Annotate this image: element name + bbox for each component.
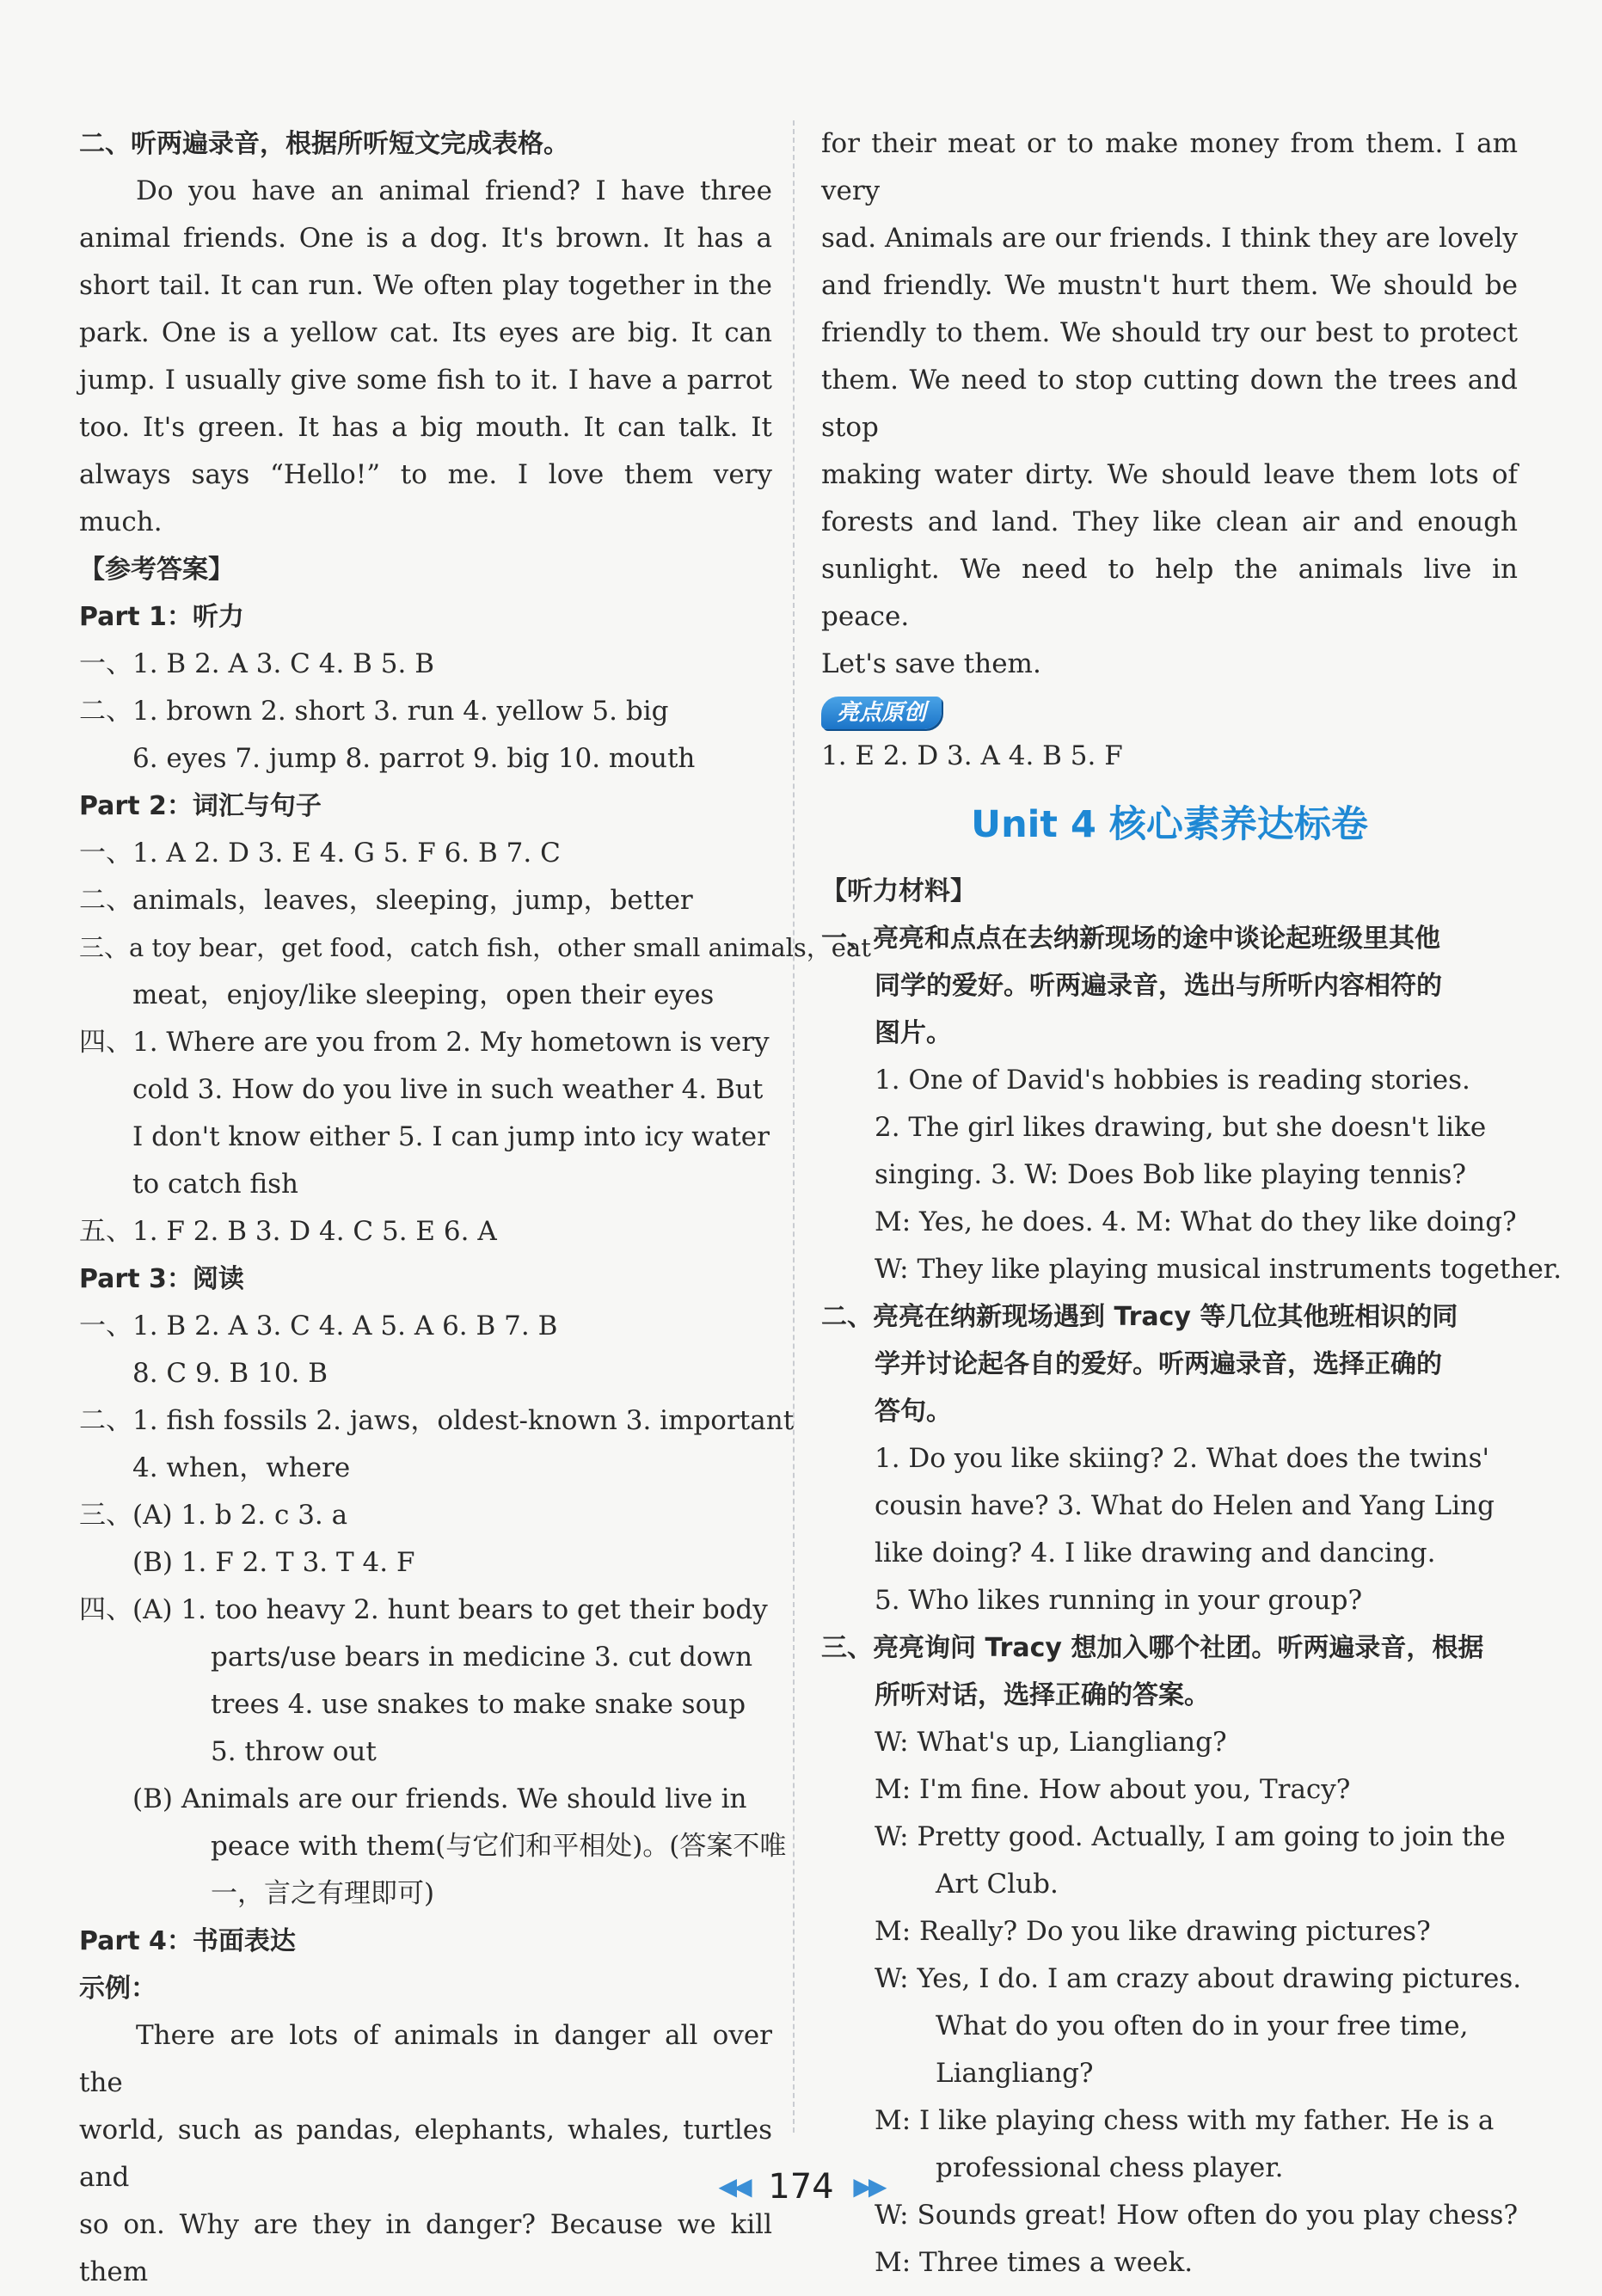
section-heading: 二、听两遍录音，根据所听短文完成表格。 [79,129,569,159]
passage-line: much. [79,506,163,537]
answer-line: I don't know either 5. I can jump into icy water [132,1121,770,1152]
highlight-badge: 亮点原创 [821,697,942,729]
script-line: 2. The girl likes drawing, but she doesn't like [875,1112,1487,1143]
part1-heading: Part 1：听力 [79,602,244,632]
essay-line: world, such as pandas, elephants, whales, turtles and [79,2115,772,2193]
section-title: 图片。 [875,1018,952,1048]
script-line: cousin have? 3. What do Helen and Yang Ling [875,1490,1495,1521]
essay-line: sunlight. We need to help the animals live in peace. [821,554,1518,632]
passage-line: Do you have an animal friend? I have three [136,175,772,206]
script-line: 1. Do you like skiing? 2. What does the twins' [875,1443,1490,1474]
answer-line: 5. throw out [211,1736,377,1767]
dialogue-line: Art Club. [936,1869,1059,1900]
example-label: 示例： [79,1974,157,2004]
section-title: 所听对话，选择正确的答案。 [875,1680,1210,1710]
answer-line: 一、1. B 2. A 3. C 4. A 5. A 6. B 7. B [79,1311,558,1341]
dialogue-line: Liangliang? [936,2058,1094,2089]
essay-line: sad. Animals are our friends. I think they are lovely [821,223,1518,254]
answer-line: 一、1. A 2. D 3. E 4. G 5. F 6. B 7. C [79,838,561,869]
page-number: 174 [768,2167,834,2207]
dialogue-line: W: Sounds great! How often do you play chess? [875,2200,1519,2231]
answer-line: 四、(A) 1. too heavy 2. hunt bears to get their body [79,1594,768,1625]
essay-line: them. We need to stop cutting down the trees and stop [821,365,1518,443]
part4-heading: Part 4：书面表达 [79,1926,296,1956]
essay-line: for their meat or to make money from them. I am very [821,128,1518,206]
passage-line: short tail. It can run. We often play together in the [79,270,772,301]
dialogue-line: M: Really? Do you like drawing pictures? [875,1916,1431,1947]
right-column [821,120,1562,2287]
essay-line: making water dirty. We should leave them lots of [821,459,1518,490]
passage-line: too. It's green. It has a big mouth. It can talk. It [79,412,772,443]
page-footer [0,2167,1602,2207]
dialogue-line: M: I'm fine. How about you, Tracy? [875,1774,1351,1805]
left-arrows-icon: ◀◀ [718,2172,749,2201]
answer-line: 二、animals，leaves，sleeping，jump，better [79,885,693,916]
script-line: singing. 3. W: Does Bob like playing tennis? [875,1159,1467,1190]
dialogue-line: What do you often do in your free time, [936,2011,1469,2041]
passage-line: jump. I usually give some fish to it. I have a parrot [79,365,772,396]
essay-line: Let's save them. [821,648,1041,679]
right-arrows-icon: ▶▶ [853,2172,884,2201]
script-line: 1. One of David's hobbies is reading stories. [875,1065,1470,1096]
answer-line: peace with them(与它们和平相处)。(答案不唯 [211,1831,787,1862]
passage-line: animal friends. One is a dog. It's brown. It has a [79,223,772,254]
dialogue-line: professional chess player. [936,2152,1284,2183]
section-title: 答句。 [875,1397,952,1427]
essay-line: forests and land. They like clean air and enough [821,506,1518,537]
script-line: like doing? 4. I like drawing and dancing. [875,1538,1436,1569]
listening-heading: 【听力材料】 [821,876,976,906]
section-title: 三、亮亮询问 Tracy 想加入哪个社团。听两遍录音，根据 [821,1633,1484,1663]
answer-line: 三、(A) 1. b 2. c 3. a [79,1500,348,1531]
part3-heading: Part 3：阅读 [79,1264,244,1294]
script-line: 5. Who likes running in your group? [875,1585,1363,1616]
dialogue-line: W: What's up, Liangliang? [875,1727,1227,1758]
answer-line: 8. C 9. B 10. B [132,1358,328,1389]
script-line: M: Yes, he does. 4. M: What do they like doing? [875,1206,1517,1237]
section-title: 同学的爱好。听两遍录音，选出与所听内容相符的 [875,971,1442,1001]
unit-title: Unit 4 核心素养达标卷 [971,803,1368,846]
answer-line: 五、1. F 2. B 3. D 4. C 5. E 6. A [79,1216,497,1247]
section-title: 一、亮亮和点点在去纳新现场的途中谈论起班级里其他 [821,924,1440,954]
answer-line: 一、1. B 2. A 3. C 4. B 5. B [79,648,435,679]
answers-heading: 【参考答案】 [79,555,234,585]
part2-heading: Part 2：词汇与句子 [79,791,322,821]
column-divider [793,120,795,2133]
section-title: 学并讨论起各自的爱好。听两遍录音，选择正确的 [875,1349,1442,1379]
badge-answers: 1. E 2. D 3. A 4. B 5. F [821,740,1123,771]
section-title: 二、亮亮在纳新现场遇到 Tracy 等几位其他班相识的同 [821,1302,1458,1332]
answer-line: (B) Animals are our friends. We should live in [132,1783,747,1814]
essay-line: and friendly. We mustn't hurt them. We should be [821,270,1518,301]
passage-line: park. One is a yellow cat. Its eyes are big. It can [79,317,772,348]
answer-line: 6. eyes 7. jump 8. parrot 9. big 10. mouth [132,743,696,774]
passage-line: always says “Hello!” to me. I love them very [79,459,772,490]
answer-line: cold 3. How do you live in such weather 4. But [132,1074,764,1105]
essay-line: There are lots of animals in danger all over the [79,2020,772,2098]
answer-line: (B) 1. F 2. T 3. T 4. F [132,1547,415,1578]
script-line: W: They like playing musical instruments together. [875,1254,1562,1285]
dialogue-line: W: Pretty good. Actually, I am going to join the [875,1821,1506,1852]
essay-line: friendly to them. We should try our best to protect [821,317,1518,348]
dialogue-line: M: Three times a week. [875,2247,1194,2278]
answer-line: parts/use bears in medicine 3. cut down [211,1642,753,1673]
answer-line: 二、1. brown 2. short 3. run 4. yellow 5. big [79,696,669,727]
answer-line: 三、a toy bear，get food，catch fish，other small animals，eat [79,933,871,962]
dialogue-line: W: Yes, I do. I am crazy about drawing pictures. [875,1963,1522,1994]
answer-line: 4. when，where [132,1452,351,1483]
answer-line: 二、1. fish fossils 2. jaws，oldest-known 3. important [79,1405,795,1436]
answer-line: to catch fish [132,1169,299,1200]
dialogue-line: M: I like playing chess with my father. He is a [875,2105,1495,2136]
answer-line: 一，言之有理即可) [211,1878,435,1909]
answer-line: trees 4. use snakes to make snake soup [211,1689,746,1720]
answer-line: meat，enjoy/like sleeping，open their eyes [132,979,715,1010]
essay-line: so on. Why are they in danger? Because we kill them [79,2209,772,2287]
answer-line: 四、1. Where are you from 2. My hometown is very [79,1027,770,1058]
listening-passage [79,168,772,546]
